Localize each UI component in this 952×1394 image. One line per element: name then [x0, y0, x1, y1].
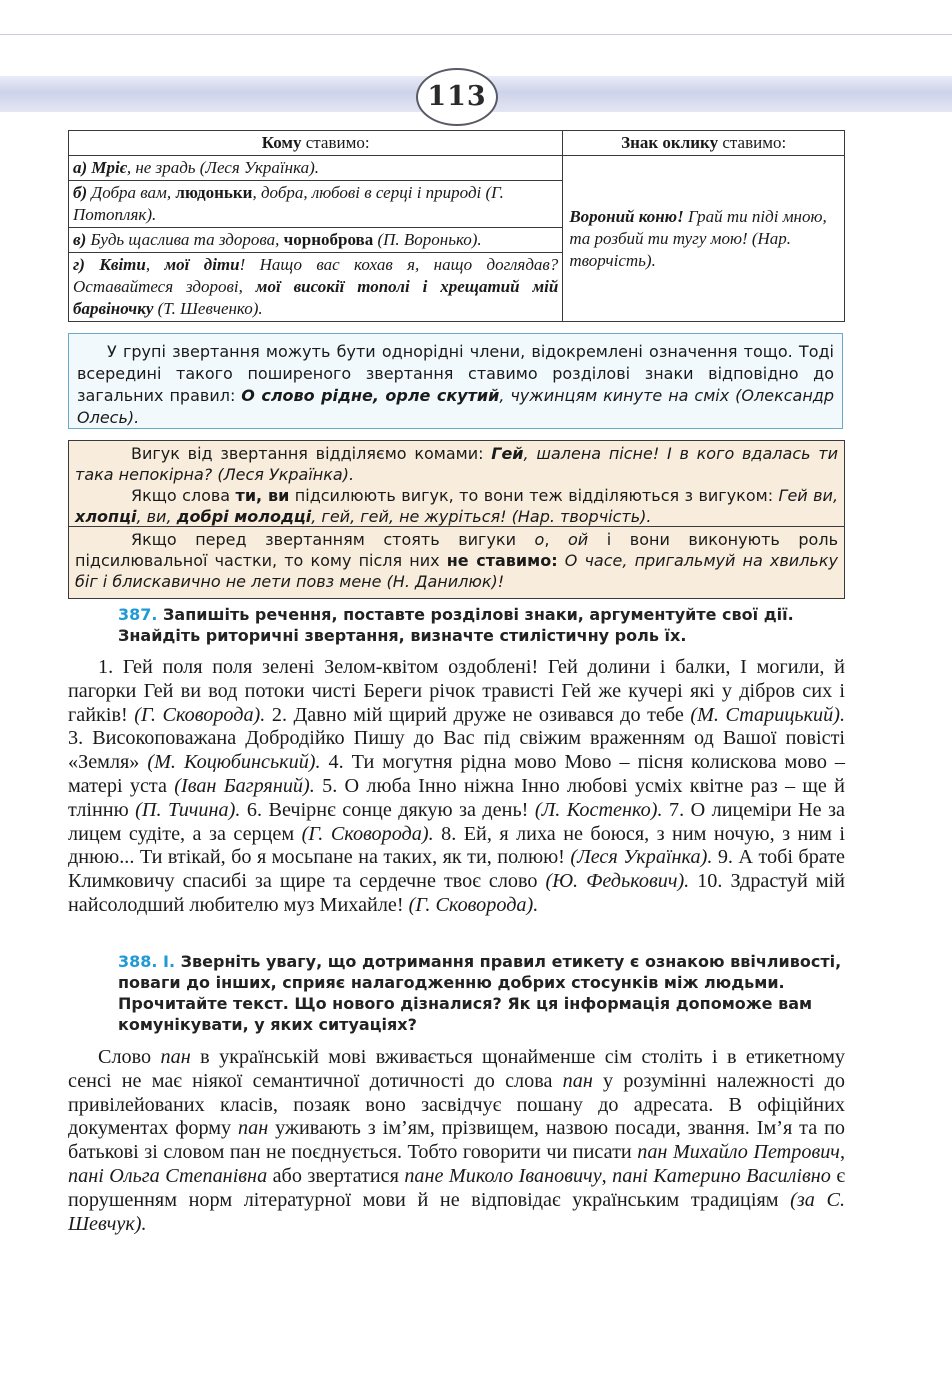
table-row-a: а) Мріє, не зрадь (Леся Українка). [69, 156, 563, 181]
text-run: пан Михайло Петрович [637, 1141, 840, 1164]
text-run: 5. О люба Інно ніжна Інно любові усміх квітне раз – ще й тлінню [68, 774, 845, 821]
table-header-exclamation: Знак оклику ставимо: [563, 131, 845, 156]
rule-box-homogeneous [68, 333, 843, 429]
text-run: 2. Давно мій щирий друже не озивався до тебе [265, 703, 691, 726]
text-run: пане Миколо Івановичу [404, 1164, 602, 1187]
text-run: в українській мові вживається щонайменше сім століть і в етикетному сенсі не має ніякої семантичної дотичності до слова [68, 1046, 845, 1092]
text-run: або звертатися [267, 1164, 405, 1187]
table-right-cell: Вороний коню! Грай ти піді мною, та розбий ти тугу мою! (Нар. творчість). [563, 156, 845, 322]
rule-text: Якщо перед звертанням стоять вигуки о, ой і вони виконують роль підсилювальної частки, то кому після них не ставимо: О часе, пригальмуй на хвильку біг і блискавично не лети повз мене (Н. Данилюк)! [75, 530, 838, 591]
text-run: є порушенням норм літературної мови й не відповідає українським традиціям [68, 1164, 845, 1211]
text-run: пан [238, 1117, 269, 1140]
text-run: (Іван Багряний). [174, 774, 315, 797]
text-run: 3. Високоповажана Добродійко Пишу до Вас під свіжим враженням од Вашої повісті «Земля» [68, 727, 845, 774]
text-run: (М. Коцюбинський). [147, 751, 321, 774]
text-run: пані Катерино Василівно [612, 1164, 831, 1187]
rule-box-particle [68, 527, 845, 599]
exercise-388-text [68, 1046, 845, 1236]
header-top-line [0, 34, 952, 35]
task-387-heading: 387. Запишіть речення, поставте розділові знаки, аргументуйте свої дії. Знайдіть риторичні звертання, визначте стилістичну роль їх. [118, 605, 794, 645]
text-run: 8. Ей, я лиха не боюся, з ним ночую, з ним і днюю... Ти втікай, бо я мосьпане на таких, як ти, полюю! [68, 822, 845, 869]
text-run: пан [562, 1069, 593, 1092]
text-run: (Л. Костенко). [534, 798, 663, 821]
task-388-heading: 388. І. Зверніть увагу, що дотримання правил етикету є ознакою ввічливості, поваги до інших, сприяє налагодженню добрих стосунків між людьми. Прочитайте текст. Що нового дізналися? Як ця інформація допоможе вам комунікувати, у яких ситуаціях? [118, 952, 842, 1034]
text-run: (М. Старицький). [690, 703, 846, 726]
text-run: 4. Ти могутня рідна мово Мово – пісня колискова мово – матері уста [68, 751, 845, 797]
text-run: (Г. Сковорода). [408, 893, 539, 916]
page-number: 113 [416, 68, 498, 126]
text-run: у розумінні належності до привілейованих класів, позаяк воно засвідчує пошану до адресата. В офіційних документах форму [68, 1069, 845, 1140]
text-run: пані Ольга Степанівна [68, 1164, 268, 1187]
text-run: 10. Здрастуй мій найсолодший любителю муз Михайле! [68, 870, 845, 916]
text-run: (Ю. Федькович). [545, 870, 690, 893]
address-punctuation-table [68, 130, 845, 322]
text-run: 7. О лицеміри Не за лицем судіте, а за серцем [68, 798, 845, 845]
text-run: Слово [98, 1046, 161, 1068]
text-run: (за С. Шевчук). [68, 1188, 845, 1235]
exercise-387-text [68, 656, 845, 918]
table-row-d: г) Квіти, мої діти! Нащо вас кохав я, нащо доглядав? Оставайтеся здорові, мої високії тополі і хрещатий мій барвіночку (Т. Шевченко). [69, 253, 563, 322]
table-header-whom: Кому ставимо: [69, 131, 563, 156]
rule-text: У групі звертання можуть бути однорідні члени, відокремлені означення тощо. Тоді всередині такого поширеного звертання ставимо розділові знаки відповідно до загальних правил: О слово рідне, орле скутий, чужинцям кинуте на сміх (Олександр Олесь). [77, 342, 835, 427]
text-run: уживають з ім’ям, прізвищем, назвою посади, звання. Ім’я та по батькові зі словом пан не поєднується. Тобто говорити чи писати [68, 1117, 845, 1164]
rule-text: Вигук від звертання відділяємо комами: Гей, шалена пісне! І в кого вдалась ти така непокірна? (Леся Українка). [75, 444, 838, 484]
text-run: 1. Гей поля поля зелені Зелом-квітом оздоблені! Гей долини і балки, І могили, й пагорки Гей ви вод потоки чисті Береги річок трависті Гей же кучері які у дібров сих і гайків! [68, 656, 845, 726]
text-run: (Леся Українка). [570, 846, 713, 869]
rule-box-interjection [68, 440, 845, 527]
text-run: (Г. Сковорода). [134, 703, 266, 726]
text-run: (П. Тичина). [135, 798, 241, 821]
text-run: , [601, 1164, 613, 1187]
rule-text: Якщо слова ти, ви підсилюють вигук, то вони теж відділяються з вигуком: Гей ви, хлопці, ви, добрі молодці, гей, гей, не журіться! (Нар. творчість). [75, 486, 839, 526]
text-run: (Г. Сковорода). [301, 822, 434, 845]
text-run: пан [160, 1046, 191, 1068]
text-run: 6. Вечірнє сонце дякую за день! [240, 798, 535, 821]
table-row-c: в) Будь щаслива та здорова, чорноброва (П. Воронько). [69, 228, 563, 253]
table-row-b: б) Добра вам, людоньки, добра, любові в серці і природі (Г. Потопляк). [69, 181, 563, 228]
text-run: 9. А тобі брате Климковичу спасибі за щире та сердечне твоє слово [68, 846, 846, 893]
text-run: , [839, 1141, 845, 1164]
